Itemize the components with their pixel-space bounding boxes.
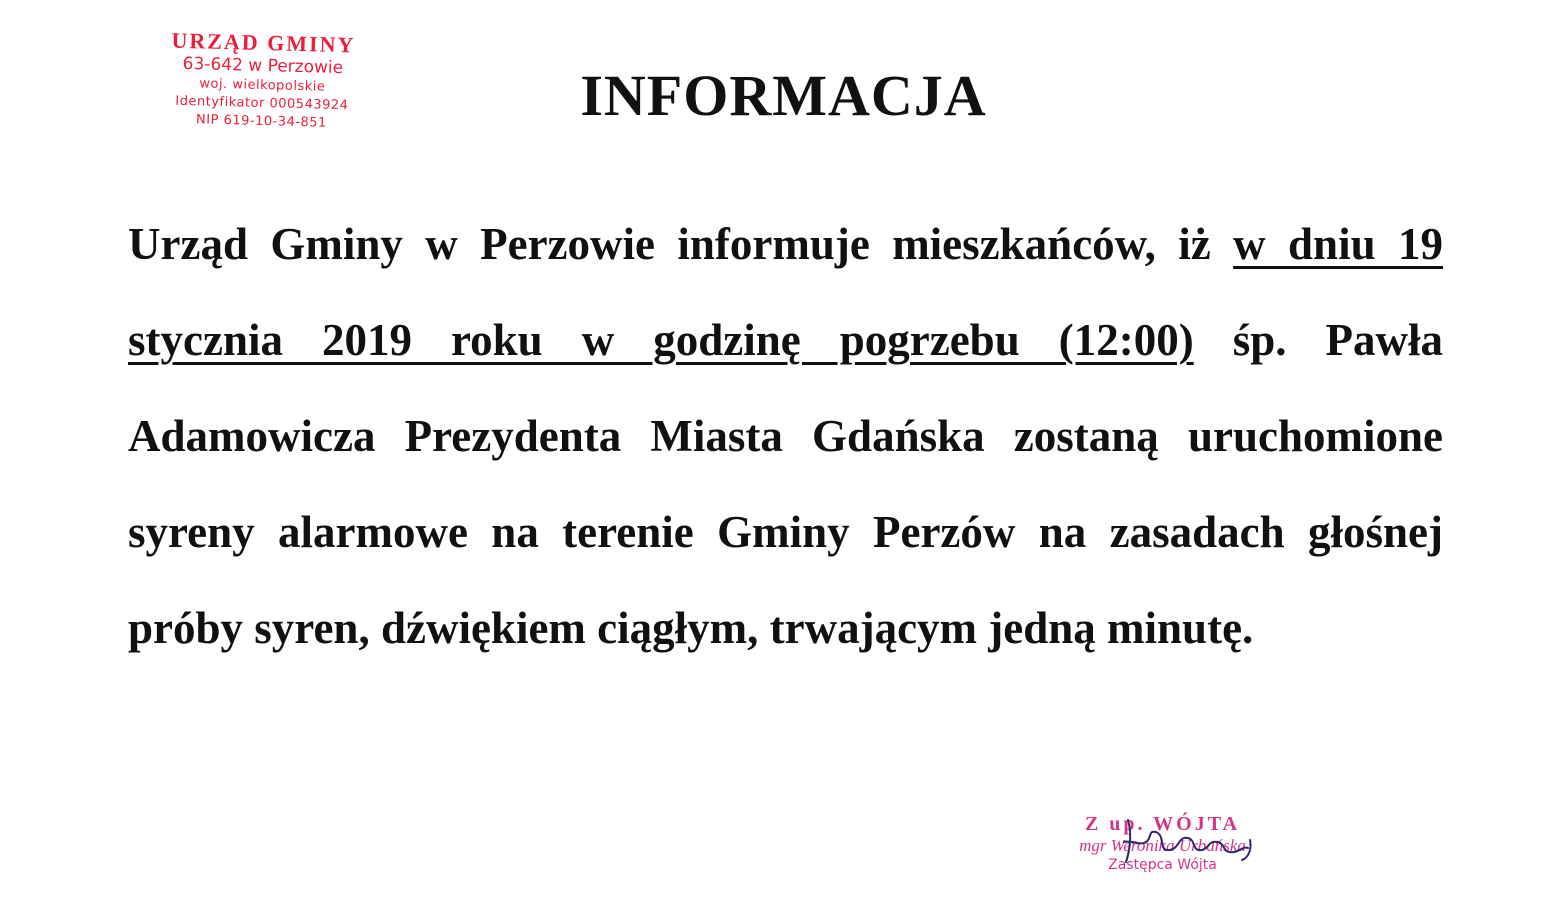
signature-role: Zastępca Wójta [1108, 857, 1217, 873]
stamp-identifier: Identyfikator 000543924 [175, 93, 349, 114]
stamp-office-name: URZĄD GMINY [171, 27, 356, 58]
body-details: śp. Pawła Adamowicza Prezydenta Miasta Gdańska zostaną uruchomione syreny alarmowe na terenie Gminy Perzów na zasadach głośnej próby syren, dźwiękiem ciągłym, trwającym jedną minutę. [128, 315, 1443, 653]
signature-title: Z up. WÓJTA [1084, 813, 1241, 835]
body-intro: Urząd Gminy w Perzowie informuje mieszkańców, iż [128, 219, 1234, 269]
document-title: INFORMACJA [580, 63, 987, 128]
announcement-body [128, 196, 1443, 676]
stamp-address: 63-642 w Perzowie [182, 53, 344, 79]
handwritten-signature-icon [1110, 812, 1260, 872]
stamp-nip: NIP 619-10-34-851 [195, 112, 328, 131]
signature-name: mgr Weronika Urbańska [1079, 836, 1246, 855]
stamp-region: woj. wielkopolskie [199, 76, 326, 95]
body-date-time: w dniu 19 stycznia 2019 roku w godzinę pogrzebu (12:00) [128, 219, 1443, 365]
